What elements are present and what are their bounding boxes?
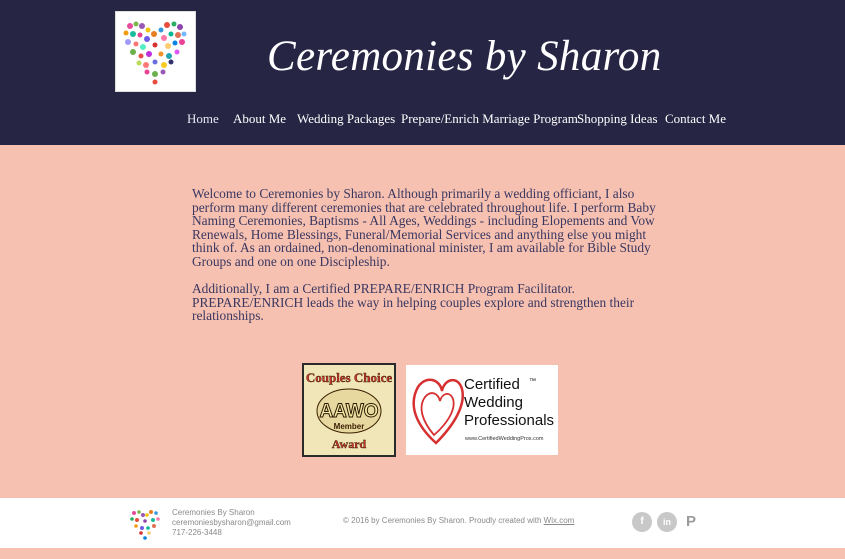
- copyright-text: © 2016 by Ceremonies By Sharon. Proudly created with: [343, 516, 544, 525]
- nav-item-about-me[interactable]: About Me: [233, 111, 287, 126]
- intro-paragraph: Welcome to Ceremonies by Sharon. Although primarily a wedding officiant, I also perform many different ceremonies that are celebrated throughout life. I perform Baby Naming Ceremonies, Baptisms - All Ages, Weddings - including Elopements and Vow Renewals, Home Blessings, Funeral/Memorial Services and anything else you might think of. As an ordained, non-denominational minister, I am available for Bible Study Groups and one on one Discipleship.: [192, 186, 656, 269]
- pinterest-icon[interactable]: P: [685, 513, 696, 530]
- site-footer: [0, 498, 845, 548]
- badge-url-text: www.CertifiedWeddingPros.com: [465, 436, 544, 442]
- badge-wedding-text: Wedding: [464, 394, 523, 411]
- badge-professionals-text: Professionals: [464, 412, 555, 429]
- nav-item-wedding-packages[interactable]: Wedding Packages: [297, 111, 396, 126]
- nav-item-home[interactable]: Home: [187, 111, 219, 126]
- badge-aawo-text: AAWO: [319, 401, 379, 422]
- facebook-icon[interactable]: f: [632, 512, 652, 532]
- footer-email[interactable]: ceremoniesbysharon@gmail.com: [172, 518, 291, 527]
- footer-business-name: Ceremonies By Sharon: [172, 508, 255, 517]
- footer-copyright: [343, 516, 574, 525]
- facilitator-paragraph: Additionally, I am a Certified PREPARE/ENRICH Program Facilitator. PREPARE/ENRICH leads the way in helping couples explore and strengthen their relationships.: [192, 281, 635, 324]
- site-title[interactable]: Ceremonies by Sharon: [267, 33, 662, 80]
- footer-bottom-band: [0, 548, 845, 559]
- site-header: [0, 0, 845, 145]
- badge-tm-text: ™: [529, 378, 536, 385]
- badge-member-text: Member: [333, 422, 365, 431]
- wix-link[interactable]: Wix.com: [543, 516, 575, 525]
- nav-item-shopping-ideas[interactable]: Shopping Ideas: [577, 111, 658, 126]
- footer-heart-logo[interactable]: [127, 505, 163, 541]
- nav-item-contact-me[interactable]: Contact Me: [665, 111, 727, 126]
- badge-couples-choice-text: Couples Choice: [305, 370, 393, 385]
- intro-text: [192, 187, 667, 337]
- footer-phone: 717-226-3448: [172, 528, 222, 537]
- nav-item-prepare-enrich[interactable]: Prepare/Enrich Marriage Program: [401, 111, 578, 126]
- heart-logo-image[interactable]: [115, 11, 196, 92]
- badge-award-text: Award: [331, 437, 367, 451]
- badge-certified-text: Certified: [464, 376, 520, 393]
- footer-contact-info: [172, 508, 291, 538]
- aawo-award-badge[interactable]: [302, 363, 396, 457]
- linkedin-icon[interactable]: in: [657, 512, 677, 532]
- certified-wedding-professionals-badge[interactable]: [406, 365, 558, 455]
